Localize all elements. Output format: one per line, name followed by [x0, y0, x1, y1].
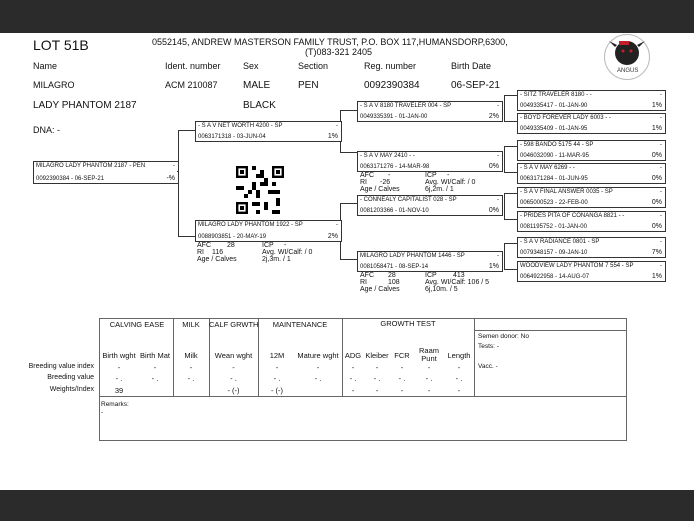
bv-length: - . [455, 374, 463, 383]
certificate-page [0, 33, 694, 490]
bv-12m: - . [273, 374, 281, 383]
group-maintenance: MAINTENANCE [272, 320, 328, 329]
sss-name: - SITZ TRAVELER 8180 - - [520, 92, 592, 98]
pedigree-sire-dam [357, 151, 503, 172]
sd-reg: 0063171276 - 14-MAR-98 [360, 164, 430, 170]
ds-dash: - [497, 197, 499, 203]
sire-name: - S A V NET WORTH 4200 - SP [198, 123, 283, 129]
bvi-mature: - [316, 363, 320, 372]
owner-phone: (T)083-321 2405 [305, 47, 373, 57]
col-12m: 12M [269, 351, 285, 360]
sd-afc-label: AFC [360, 172, 374, 179]
ss-name: - S A V 8180 TRAVELER 004 - SP [360, 103, 452, 109]
qr-code-icon [236, 166, 284, 214]
lot-number: LOT 51B [33, 37, 89, 53]
pedigree-ssd [517, 113, 666, 134]
pedigree-dam-sire [357, 195, 503, 216]
dam-afc-label: AFC [197, 242, 211, 249]
ddd-pct: 1% [651, 273, 662, 280]
group-calving-ease: CALVING EASE [109, 320, 165, 329]
pedigree-dam [195, 220, 342, 242]
dd-icp-label: ICP [425, 272, 437, 279]
col-wean-wght: Wean wght [214, 351, 253, 360]
sd-icp-label: ICP [425, 172, 437, 179]
bv-fcr: - . [398, 374, 406, 383]
dd-ac-label: Age / Calves [360, 286, 400, 293]
bottom-bar [0, 490, 694, 521]
dam-ri: 116 [212, 249, 224, 256]
row-label-bv: Breeding value [47, 374, 94, 381]
pedigree-dds [517, 237, 666, 258]
dd-ac: 6j,10m. / 5 [425, 286, 458, 293]
bvi-12m: - [275, 363, 279, 372]
col-fcr: FCR [394, 351, 410, 360]
animal-sex: MALE [243, 80, 271, 91]
sds-dash: - [660, 142, 662, 148]
pedigree-self [33, 161, 179, 184]
self-name: MILAGRO LADY PHANTOM 2187 - PEN [36, 163, 146, 169]
pedigree-sdd [517, 163, 666, 184]
ddd-name: WOODVIEW LADY PHANTOM 7 554 - SP [520, 263, 634, 269]
w-raam: - [427, 386, 431, 395]
sd-name: - S A V MAY 2410 - - [360, 153, 415, 159]
label-birth: Birth Date [451, 61, 492, 71]
breed-logo [604, 34, 650, 80]
bvi-raam: - [427, 363, 431, 372]
dsd-name: - PRIDES PITA OF CONANGA 8821 - - [520, 213, 625, 219]
row-label-weights: Weights/Index [49, 386, 94, 393]
bvi-birth-mat: - [153, 363, 157, 372]
ssd-pct: 1% [651, 125, 662, 132]
bv-kleiber: - . [373, 374, 381, 383]
animal-ident: ACM 210087 [165, 80, 218, 90]
sss-reg: 0049335417 - 01-JAN-90 [520, 103, 588, 109]
group-milk: MILK [182, 320, 200, 329]
bv-birth-mat: - . [151, 374, 159, 383]
sd-afc: - [388, 172, 391, 179]
dds-pct: 7% [651, 249, 662, 256]
sd-ri-label: RI [360, 179, 367, 186]
dam-reg: 0088903851 - 20-MAY-19 [198, 234, 267, 240]
dna-label: DNA: - [33, 125, 60, 135]
dam-afc: 28 [227, 242, 235, 249]
dam-ac: 2j,3m. / 1 [262, 256, 291, 263]
dss-pct: 0% [651, 199, 662, 206]
w-fcr: - [400, 386, 404, 395]
self-pct: -% [166, 175, 175, 182]
pedigree-dss [517, 187, 666, 208]
dds-name: - S A V RADIANCE 0801 - SP [520, 239, 600, 245]
dds-reg: 0079348157 - 09-JAN-10 [520, 250, 588, 256]
dsd-dash: - [660, 213, 662, 219]
animal-name-2: LADY PHANTOM 2187 [33, 100, 137, 111]
dd-ri: 108 [388, 279, 400, 286]
ds-name: - CONNEALY CAPITALIST 028 - SP [360, 197, 457, 203]
ssd-name: - BOYD FOREVER LADY 6003 - - [520, 115, 611, 121]
w-adg: - [351, 386, 355, 395]
sd-dash: - [497, 153, 499, 159]
sds-pct: 0% [651, 152, 662, 159]
group-calf-growth: CALF GRWTH [209, 320, 259, 329]
sds-reg: 0046032090 - 11-MAR-95 [520, 153, 589, 159]
dam-icp-label: ICP [262, 242, 274, 249]
self-dash: - [173, 163, 175, 169]
ssd-reg: 0049335409 - 01-JAN-95 [520, 126, 588, 132]
dam-ri-label: RI [197, 249, 204, 256]
pedigree-ddd [517, 261, 666, 282]
label-name: Name [33, 61, 58, 71]
bvi-wean: - [232, 363, 235, 372]
sdd-name: - S A V MAY 6269 - - [520, 165, 575, 171]
dsd-reg: 0081195752 - 01-JAN-00 [520, 224, 587, 230]
dsd-pct: 0% [651, 223, 662, 230]
ds-pct: 0% [488, 207, 499, 214]
sd-ri: -26 [380, 179, 391, 186]
dd-wc: Avg. WI/Calf: 106 / 5 [425, 279, 490, 286]
bvi-birth-wght: - [117, 363, 121, 372]
animal-section: PEN [298, 80, 319, 91]
bvi-milk: - [189, 363, 193, 372]
pedigree-sire [195, 121, 342, 142]
self-reg: 0092390384 - 06-SEP-21 [36, 176, 105, 182]
top-bar [0, 0, 694, 33]
animal-colour: BLACK [243, 100, 276, 111]
sss-pct: 1% [651, 102, 662, 109]
sire-pct: 1% [327, 133, 338, 140]
remarks-value: - [101, 409, 104, 416]
bv-birth-wght: - . [115, 374, 123, 383]
sdd-dash: - [660, 165, 662, 171]
dd-afc: 28 [388, 272, 396, 279]
semen-donor: Semen donor: No [478, 333, 529, 340]
sdd-pct: 0% [651, 175, 662, 182]
pedigree-sire-sire [357, 101, 503, 122]
dam-name: MILAGRO LADY PHANTOM 1922 - SP [198, 222, 303, 228]
animal-birth: 06-SEP-21 [451, 80, 500, 91]
bv-mature: - . [314, 374, 322, 383]
sss-dash: - [660, 92, 662, 98]
sire-dash: - [336, 123, 338, 129]
tests: Tests: - [478, 343, 499, 350]
bv-wean: - . [230, 374, 237, 383]
sd-wc: Avg. WI/Calf: / 0 [425, 179, 476, 186]
sd-ac: 6j,2m. / 1 [425, 186, 454, 193]
col-mature-wght: Mature wght [297, 351, 339, 360]
col-adg: ADG [344, 351, 362, 360]
bvi-kleiber: - [375, 363, 379, 372]
dd-ri-label: RI [360, 279, 367, 286]
dss-dash: - [660, 189, 662, 195]
ss-pct: 2% [488, 113, 499, 120]
col-raam-punt: Raam Punt [418, 346, 439, 363]
vaccination: Vacc. - [478, 363, 498, 370]
label-reg: Reg. number [364, 61, 417, 71]
ss-dash: - [497, 103, 499, 109]
w-kleiber: - [375, 386, 379, 395]
ds-reg: 0081203366 - 01-NOV-10 [360, 208, 429, 214]
owner-address: 0552145, ANDREW MASTERSON FAMILY TRUST, P.O. BOX 117,HUMANSDORP,6300, [152, 37, 508, 47]
bv-raam: - . [425, 374, 433, 383]
label-ident: Ident. number [165, 61, 221, 71]
dam-wc: Avg. WI/Calf: / 0 [262, 249, 313, 256]
dd-reg: 0081058471 - 08-SEP-14 [360, 264, 429, 270]
sd-ac-label: Age / Calves [360, 186, 400, 193]
pedigree-dam-dam [357, 251, 503, 272]
w-12m: - (-) [270, 386, 284, 395]
dss-reg: 0065000523 - 22-FEB-00 [520, 200, 588, 206]
w-length: - [457, 386, 461, 395]
remarks-label: Remarks: [101, 401, 129, 408]
dd-name: MILAGRO LADY PHANTOM 1446 - SP [360, 253, 465, 259]
bv-adg: - . [349, 374, 357, 383]
bvi-fcr: - [400, 363, 404, 372]
col-kleiber: Kleiber [365, 351, 389, 360]
group-growth-test: GROWTH TEST [380, 319, 436, 328]
sire-reg: 0063171318 - 03-JUN-04 [198, 134, 266, 140]
dd-icp: 413 [453, 272, 465, 279]
dss-name: - S A V FINAL ANSWER 0035 - SP [520, 189, 613, 195]
dam-dash: - [336, 222, 338, 228]
col-length: Length [447, 351, 471, 360]
sd-pct: 0% [488, 163, 499, 170]
sdd-reg: 0063171284 - 01-JUN-95 [520, 176, 588, 182]
pedigree-sss [517, 90, 666, 111]
dds-dash: - [660, 239, 662, 245]
sds-name: - 598 BANDO 5175 44 - SP [520, 142, 594, 148]
dam-pct: 2% [327, 233, 338, 240]
row-label-bvi: Breeding value index [28, 363, 94, 370]
col-birth-wght: Birth wght [102, 351, 136, 360]
ss-reg: 0049335391 - 01-JAN-00 [360, 114, 428, 120]
animal-reg: 0092390384 [364, 80, 420, 91]
bv-milk: - . [187, 374, 195, 383]
bvi-adg: - [351, 363, 355, 372]
bvi-length: - [457, 363, 461, 372]
dam-icp: - [284, 242, 287, 249]
pedigree-dsd [517, 211, 666, 232]
dam-ac-label: Age / Calves [197, 256, 237, 263]
dd-dash: - [497, 253, 499, 259]
ddd-reg: 0064922958 - 14-AUG-07 [520, 274, 590, 280]
dd-afc-label: AFC [360, 272, 374, 279]
col-birth-mat: Birth Mat [139, 351, 170, 360]
pedigree-sds [517, 140, 666, 161]
label-section: Section [298, 61, 329, 71]
w-birth-wght: 39 [114, 386, 124, 395]
logo-text: ANGUS [617, 68, 639, 74]
w-wean: - (-) [227, 386, 240, 395]
label-sex: Sex [243, 61, 259, 71]
animal-name: MILAGRO [33, 80, 75, 90]
dd-pct: 1% [488, 263, 499, 270]
ddd-dash: - [660, 263, 662, 269]
ssd-dash: - [660, 115, 662, 121]
sd-icp: - [447, 172, 450, 179]
col-milk: Milk [184, 351, 198, 360]
